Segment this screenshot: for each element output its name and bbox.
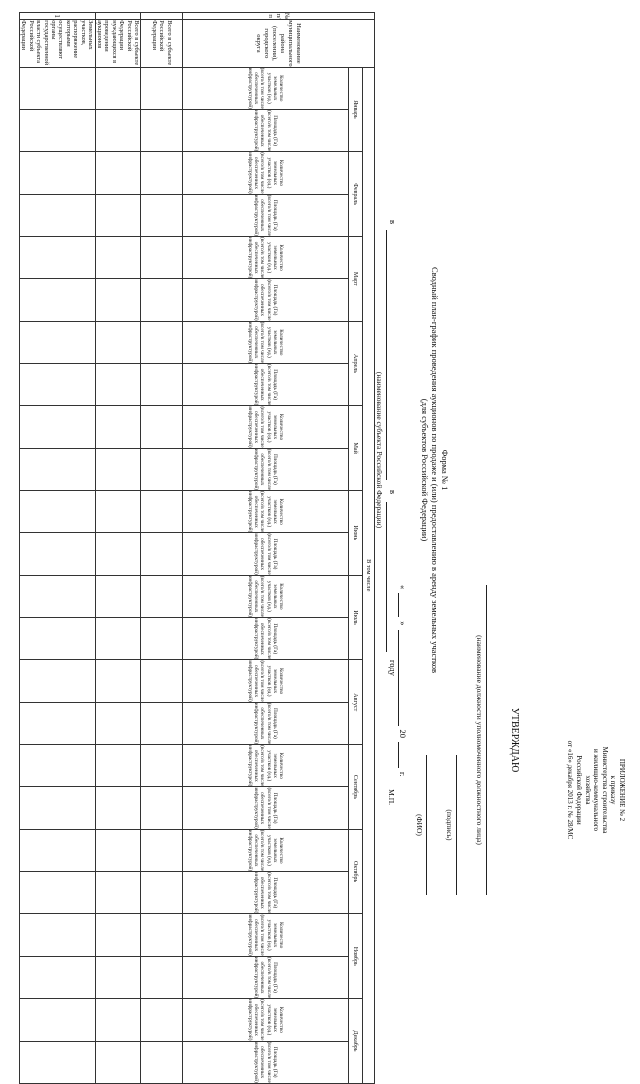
data-cell [19,406,95,448]
stamp-mark: М.П. [387,789,396,805]
sub-count-header: Количество земельных участков (ед.) (всего/в том числе обеспеченных инфраструктурой) [183,745,349,787]
data-cell [141,491,183,533]
data-cell [95,575,140,617]
data-cell [19,279,95,321]
sub-count-header: Количество земельных участков (ед.) (всего/в том числе обеспеченных инфраструктурой) [183,321,349,363]
data-cell [95,321,140,363]
data-cell [95,448,140,490]
year-prep: в [388,490,398,495]
data-cell [19,914,95,956]
row-name: Всего в субъекте Российской Федерации нуждающихся в проведении аукционов [95,20,140,66]
data-cell [95,406,140,448]
date-year-suffix: г. [398,772,408,777]
row-number [141,13,183,20]
month-may: Май [349,406,363,491]
signature-line [456,755,469,895]
data-cell [19,956,95,998]
month-november: Ноябрь [349,914,363,999]
day-blank [398,593,409,617]
appendix-line: и жилищно-коммунального [592,748,601,832]
data-cell [141,872,183,914]
data-cell [19,702,95,744]
month-october: Октябрь [349,829,363,914]
data-cell [95,914,140,956]
date-row [398,585,409,895]
data-cell [95,236,140,278]
region-caption: (наименование субъекта Российской Федерации) [375,371,384,529]
data-cell [95,152,140,194]
sub-area-header: Площадь (Га) (всего/в том числе обеспеченных инфраструктурой) [183,194,349,236]
year-blank [398,742,409,768]
data-cell [95,787,140,829]
data-cell [141,914,183,956]
header-row-months [349,13,363,1084]
month-january: Январь [349,67,363,152]
data-cell [141,660,183,702]
sub-area-header: Площадь (Га) (всего/в том числе обеспеченных инфраструктурой) [183,1041,349,1083]
appendix-line: ПРИЛОЖЕНИЕ № 2 [618,758,626,822]
form-title: Сводный план-график проведения аукционов по продаже и (или) предоставлению в аренду земельных участков [430,267,440,673]
data-cell [95,279,140,321]
data-cell [141,745,183,787]
table-row [19,13,95,1084]
header-row-sub [183,13,349,1084]
data-cell [141,236,183,278]
data-cell [95,999,140,1041]
sub-area-header: Площадь (Га) (всего/в том числе обеспеченных инфраструктурой) [183,618,349,660]
sub-area-header: Площадь (Га) (всего/в том числе обеспеченных инфраструктурой) [183,109,349,151]
data-cell [141,67,183,109]
data-cell [95,533,140,575]
data-cell [141,829,183,871]
data-cell [19,491,95,533]
data-cell [95,956,140,998]
name-caption: (ФИО) [415,814,424,836]
data-cell [141,448,183,490]
data-cell [141,152,183,194]
data-cell [95,67,140,109]
data-cell [19,67,95,109]
region-blank [386,230,387,480]
data-cell [141,787,183,829]
year-blank-line [386,502,387,652]
data-cell [95,194,140,236]
appendix-line: к приказу [609,775,618,805]
data-cell [19,999,95,1041]
data-cell [19,448,95,490]
data-cell [19,194,95,236]
data-cell [19,1041,95,1083]
data-cell [95,618,140,660]
date-quote-close: » [398,621,408,626]
sub-area-header: Площадь (Га) (всего/в том числе обеспеченных инфраструктурой) [183,448,349,490]
sub-area-header: Площадь (Га) (всего/в том числе обеспеченных инфраструктурой) [183,787,349,829]
approval-title: УТВЕРЖДАЮ [509,707,520,773]
data-cell [95,829,140,871]
data-cell [19,872,95,914]
form-subtitle: (для субъектов Российской Федерации) [420,398,430,542]
data-cell [95,745,140,787]
data-cell [19,575,95,617]
data-cell [95,702,140,744]
data-cell [141,999,183,1041]
month-september: Сентябрь [349,745,363,830]
sub-count-header: Количество земельных участков (ед.) (всего/в том числе обеспеченных инфраструктурой) [183,660,349,702]
month-august: Август [349,660,363,745]
table-row [141,13,183,1084]
data-cell [95,109,140,151]
position-caption: (наименование должности уполномоченного должностного лица) [475,635,484,845]
form-title-block [420,170,450,770]
row-name: Всего в субъекте Российской Федерации [141,20,183,67]
month-december: Декабрь [349,999,363,1084]
data-cell [141,956,183,998]
data-cell [141,279,183,321]
appendix-header [566,690,626,890]
data-cell [141,109,183,151]
sub-count-header: Количество земельных участков (ед.) (всего/в том числе обеспеченных инфраструктурой) [183,406,349,448]
appendix-line: Российской Федерации [575,755,584,825]
data-cell [141,364,183,406]
data-cell [19,152,95,194]
data-cell [19,660,95,702]
form-number: Форма № 1 [440,449,450,491]
data-cell [19,618,95,660]
data-cell [19,321,95,363]
approval-block [387,585,520,895]
date-quote-open: « [398,585,408,590]
signature-caption: (подпись) [445,809,454,841]
data-cell [141,406,183,448]
data-cell [19,236,95,278]
sub-count-header: Количество земельных участков (ед.) (всего/в том числе обеспеченных инфраструктурой) [183,575,349,617]
region-year-line [386,220,398,690]
sub-count-header: Количество земельных участков (ед.) (всего/в том числе обеспеченных инфраструктурой) [183,914,349,956]
signature-field [439,755,469,895]
data-cell [19,787,95,829]
data-cell [19,364,95,406]
data-cell [19,745,95,787]
col-name-header: Наименование муниципального района (поселения), городского округа [183,20,375,67]
sub-count-header: Количество земельных участков (ед.) (всего/в том числе обеспеченных инфраструктурой) [183,67,349,109]
position-line [486,585,499,895]
data-cell [141,1041,183,1083]
month-february: Февраль [349,152,363,237]
sub-area-header: Площадь (Га) (всего/в том числе обеспеченных инфраструктурой) [183,533,349,575]
year-word: году [388,660,398,676]
row-number: 1 [19,13,95,20]
month-july: Июль [349,575,363,660]
month-march: Март [349,236,363,321]
sub-area-header: Площадь (Га) (всего/в том числе обеспеченных инфраструктурой) [183,364,349,406]
region-prep: в [388,220,398,225]
sub-area-header: Площадь (Га) (всего/в том числе обеспеченных инфраструктурой) [183,702,349,744]
row-name: Земельных участков, распоряжение которыми осуществляют органы государственной власти субъекта Российской Федерации [20,20,95,66]
month-april: Апрель [349,321,363,406]
sub-count-header: Количество земельных участков (ед.) (всего/в том числе обеспеченных инфраструктурой) [183,999,349,1041]
plan-table [19,12,375,1084]
data-cell [141,533,183,575]
header-row-top [363,13,375,1084]
month-blank [398,630,409,726]
data-cell [19,109,95,151]
data-cell [141,702,183,744]
data-cell [141,575,183,617]
month-june: Июнь [349,491,363,576]
sub-area-header: Площадь (Га) (всего/в том числе обеспеченных инфраструктурой) [183,872,349,914]
data-cell [19,829,95,871]
name-field [409,755,439,895]
col-num-header: № п/п [183,13,375,20]
table-row [95,13,140,1084]
sub-count-header: Количество земельных участков (ед.) (всего/в том числе обеспеченных инфраструктурой) [183,152,349,194]
data-cell [95,660,140,702]
name-line [426,755,439,895]
data-cell [19,533,95,575]
in-that-header: В том числе [363,67,375,1083]
appendix-line: от «16» декабря 2013 г. № 28/МС [566,740,575,840]
date-year-prefix: 20 [398,729,408,738]
appendix-line: хозяйства [583,775,592,805]
sub-area-header: Площадь (Га) (всего/в том числе обеспеченных инфраструктурой) [183,279,349,321]
data-cell [141,321,183,363]
sub-area-header: Площадь (Га) (всего/в том числе обеспеченных инфраструктурой) [183,956,349,998]
sub-count-header: Количество земельных участков (ед.) (всего/в том числе обеспеченных инфраструктурой) [183,491,349,533]
data-cell [95,1041,140,1083]
sub-count-header: Количество земельных участков (ед.) (всего/в том числе обеспеченных инфраструктурой) [183,829,349,871]
sub-count-header: Количество земельных участков (ед.) (всего/в том числе обеспеченных инфраструктурой) [183,236,349,278]
row-number [95,13,140,20]
data-cell [95,364,140,406]
data-cell [95,491,140,533]
data-cell [95,872,140,914]
appendix-line: Министерства строительства [600,746,609,834]
data-cell [141,618,183,660]
data-cell [141,194,183,236]
